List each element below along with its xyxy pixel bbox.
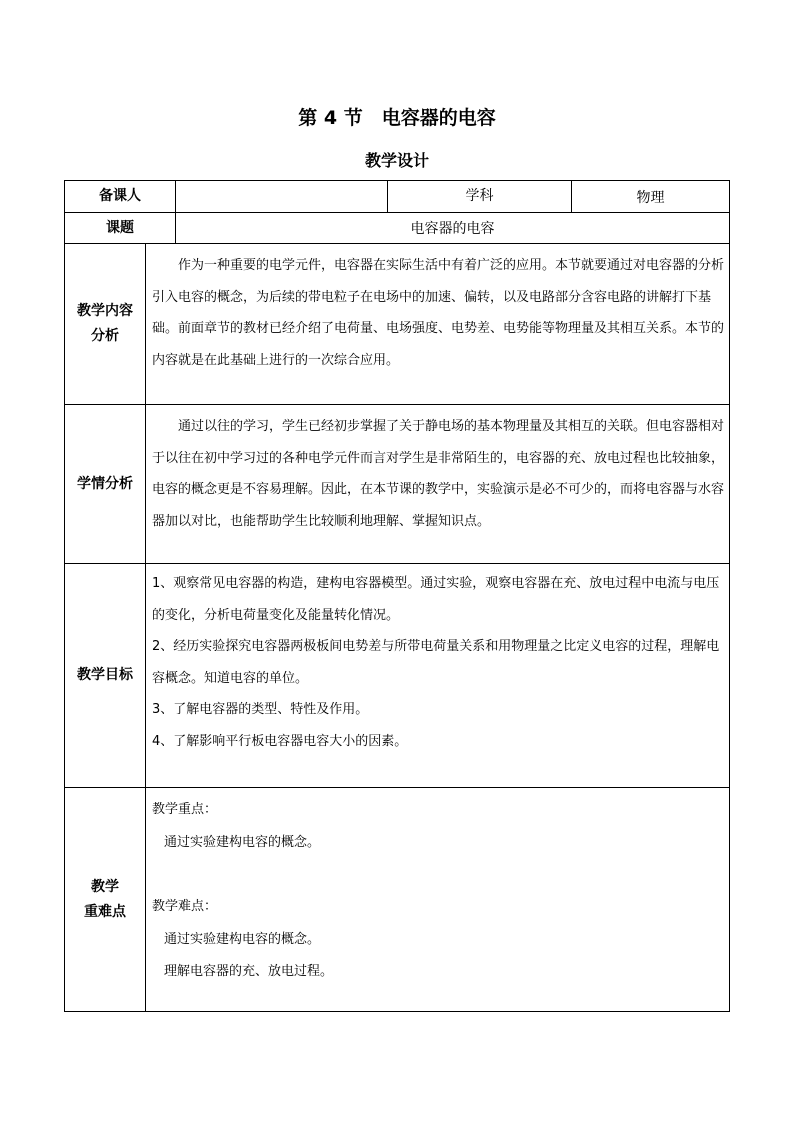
- header-row: [65, 181, 730, 213]
- preparer-label: 备课人: [65, 181, 176, 213]
- content-analysis-text: [146, 244, 730, 405]
- difficulty-item: 理解电容器的充、放电过程。: [164, 964, 334, 979]
- subject-value: 物理: [572, 181, 730, 213]
- key-points-label-line2: 重难点: [84, 903, 126, 920]
- goals-row: [65, 564, 730, 788]
- key-points-row: [65, 788, 730, 1012]
- preparer-value: [176, 181, 388, 213]
- lesson-plan-table: [64, 180, 730, 1012]
- goals-label: 教学目标: [65, 564, 146, 788]
- goal-item: 4、了解影响平行板电容器电容大小的因素。: [152, 733, 408, 749]
- goal-item: 2、经历实验探究电容器两极板间电势差与所带电荷量关系和用物理量之比定义电容的过程，理解电容概念。知道电容的单位。: [152, 639, 720, 686]
- topic-label: 课题: [65, 213, 176, 244]
- content-analysis-paragraph: 作为一种重要的电学元件，电容器在实际生活中有着广泛的应用。本节就要通过对电容器的分析引入电容的概念，为后续的带电粒子在电场中的加速、偏转，以及电路部分含容电路的讲解打下基础。前面章节的教材已经介绍了电荷量、电场强度、电势差、电势能等物理量及其相互关系。本节的内容就是在此基础上进行的一次综合应用。: [152, 258, 725, 368]
- focus-item: 通过实验建构电容的概念。: [164, 834, 321, 850]
- content-analysis-row: [65, 244, 730, 405]
- difficulty-title: 教学难点：: [152, 899, 218, 914]
- focus-title: 教学重点：: [152, 802, 218, 817]
- student-analysis-row: [65, 405, 730, 564]
- goal-item: 3、了解电容器的类型、特性及作用。: [152, 702, 369, 717]
- goal-item: 1、观察常见电容器的构造，建构电容器模型。通过实验，观察电容器在充、放电过程中电流与电压的变化，分析电荷量变化及能量转化情况。: [152, 576, 720, 623]
- student-analysis-paragraph: 通过以往的学习，学生已经初步掌握了关于静电场的基本物理量及其相互的关联。但电容器相对于以往在初中学习过的各种电学元件而言对学生是非常陌生的，电容器的充、放电过程也比较抽象，电容的概念更是不容易理解。因此，在本节课的教学中，实验演示是必不可少的，而将电容器与水容器加以对比，也能帮助学生比较顺利地理解、掌握知识点。: [152, 419, 725, 529]
- content-analysis-label-line1: 教学内容: [77, 303, 133, 319]
- page-subtitle: 教学设计: [364, 151, 429, 170]
- content-analysis-label: [65, 244, 146, 405]
- topic-value: 电容器的电容: [176, 213, 730, 244]
- key-points-label-line1: 教学: [91, 878, 119, 895]
- student-analysis-text: [146, 405, 730, 564]
- goals-list: [146, 564, 730, 788]
- key-points-content: [146, 788, 730, 1012]
- subject-label: 学科: [388, 181, 572, 213]
- key-points-label: [65, 788, 146, 1012]
- content-analysis-label-line2: 分析: [91, 328, 119, 344]
- difficulty-item: 通过实验建构电容的概念。: [164, 931, 321, 947]
- topic-row: [65, 213, 730, 244]
- student-analysis-label: 学情分析: [65, 405, 146, 564]
- page-title: 第 4 节 电容器的电容: [298, 107, 496, 129]
